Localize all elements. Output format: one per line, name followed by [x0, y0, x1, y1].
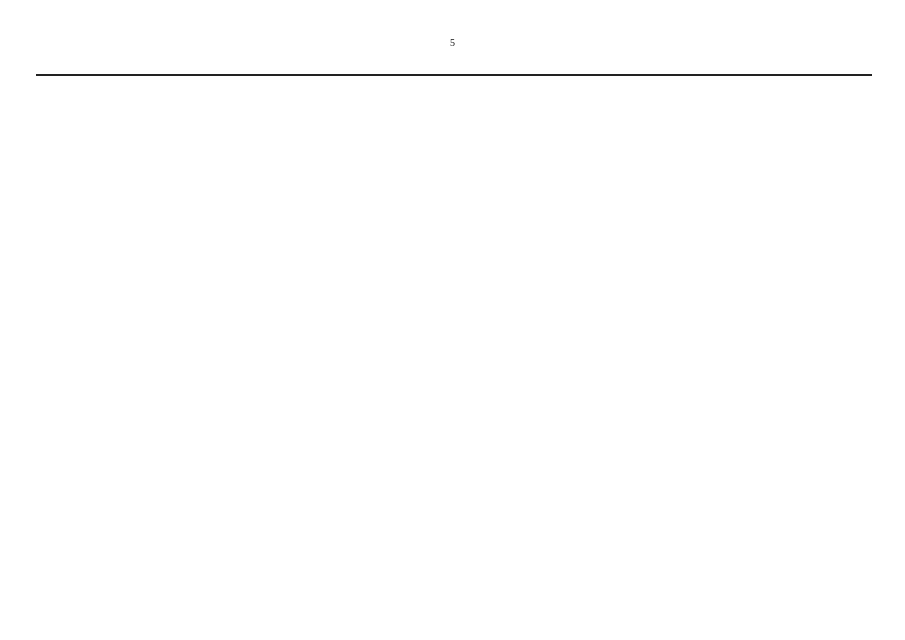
page-number: 5 — [450, 38, 455, 49]
register-sheet — [36, 74, 872, 76]
